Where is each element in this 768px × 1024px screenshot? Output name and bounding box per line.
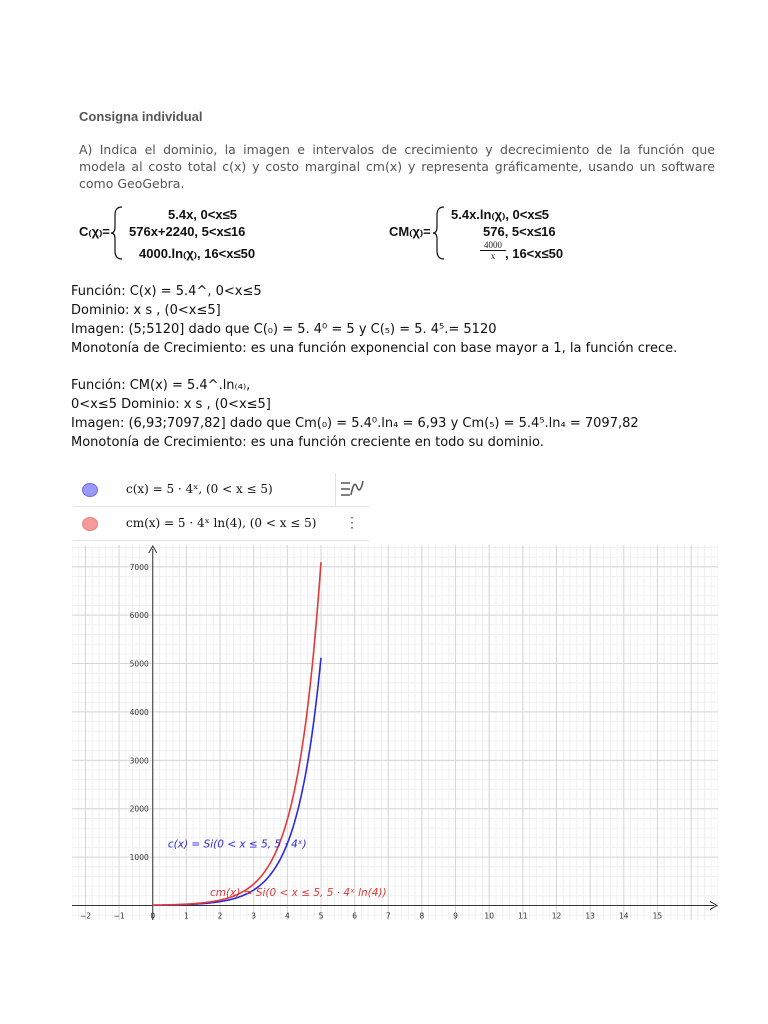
x-tick-label: 11	[518, 911, 528, 920]
x-tick-label: 1	[184, 911, 189, 920]
cost-function-line: Función: C(x) = 5.4^, 0<x≤5	[71, 284, 262, 299]
cost-piece-3: 4000.ln₍χ₎, 16<x≤50	[139, 246, 256, 261]
y-tick-label: 5000	[129, 659, 149, 669]
x-tick-label: 15	[652, 911, 663, 920]
cost-domain-line: Dominio: x s , (0<x≤5]	[71, 303, 221, 318]
marginal-domain-line: 0<x≤5 Dominio: x s , (0<x≤5]	[71, 397, 271, 412]
marginal-function-line: Función: CM(x) = 5.4^.ln₍₄₎,	[71, 378, 251, 393]
marginal-function-label: CM₍χ₎=	[389, 224, 431, 239]
marginal-image-line: Imagen: (6,93;7097,82] dado que Cm(₀) = 5.4⁰.ln₄ = 6,93 y Cm(₅) = 5.4⁵.ln₄ = 7097,82	[71, 416, 639, 431]
cost-curve-label: c(x) = Si(0 < x ≤ 5, 5 · 4ˣ)	[167, 838, 307, 851]
y-tick-label: 1000	[129, 853, 149, 863]
cost-image-line: Imagen: (5;5120] dado que C(₀) = 5. 4⁰ = 5 y C(₅) = 5. 4⁵.= 5120	[71, 322, 497, 337]
legend-marginal-formula[interactable]: cm(x) = 5 · 4ˣ ln(4), (0 < x ≤ 5)	[126, 516, 317, 530]
x-tick-label: −1	[113, 911, 125, 920]
marginal-piece-2: 576, 5<x≤16	[483, 224, 556, 239]
x-tick-label: 7	[385, 911, 391, 920]
y-tick-label: 6000	[129, 611, 149, 621]
section-heading: Consigna individual	[79, 109, 203, 124]
x-tick-label: 4	[284, 911, 290, 920]
marginal-fraction	[480, 240, 506, 261]
x-tick-label: 14	[619, 911, 629, 920]
cost-monotony-line: Monotonía de Crecimiento: es una función exponencial con base mayor a 1, la función crece.	[71, 341, 678, 356]
y-tick-label: 3000	[129, 756, 149, 766]
x-tick-label: 12	[551, 911, 562, 920]
fraction-numerator: 4000	[480, 240, 506, 251]
x-tick-label: 8	[419, 911, 425, 920]
x-tick-label: 6	[352, 911, 358, 920]
algebra-view-icon[interactable]	[336, 473, 370, 506]
legend-row-cost[interactable]	[73, 473, 369, 507]
x-tick-label: 3	[251, 911, 257, 920]
cost-visibility-dot[interactable]	[82, 483, 98, 497]
cost-piece-2: 576x+2240, 5<x≤16	[129, 224, 246, 239]
algebra-legend	[73, 473, 369, 543]
x-tick-label: 0	[150, 911, 156, 920]
marginal-piece-1: 5.4x.ln₍χ₎, 0<x≤5	[451, 207, 549, 222]
x-tick-label: −2	[79, 911, 91, 920]
instruction-paragraph: A) Indica el dominio, la imagen e intervalos de crecimiento y decrecimiento de la función que modela al costo total c(x) y costo marginal cm(x) y representa gráficamente, usando un software como GeoGebra.	[79, 142, 715, 191]
legend-cost-formula[interactable]: c(x) = 5 · 4ˣ, (0 < x ≤ 5)	[126, 482, 273, 496]
y-tick-label: 7000	[129, 562, 149, 572]
x-tick-label: 9	[453, 911, 458, 920]
marginal-cost-curve	[153, 562, 321, 905]
marginal-visibility-dot[interactable]	[82, 517, 98, 531]
more-options-icon[interactable]: ⋮	[345, 515, 359, 531]
x-tick-label: 10	[484, 911, 494, 920]
x-tick-label: 2	[217, 911, 223, 920]
x-tick-label: 13	[585, 911, 595, 920]
cost-brace-icon	[110, 205, 124, 261]
y-tick-label: 2000	[129, 804, 149, 814]
marginal-curve-label: cm(x) = Si(0 < x ≤ 5, 5 · 4ˣ ln(4))	[209, 886, 387, 899]
legend-side-1	[335, 473, 370, 506]
cost-piece-1: 5.4x, 0<x≤5	[168, 207, 237, 222]
marginal-brace-icon	[432, 205, 446, 261]
legend-row-marginal[interactable]	[73, 507, 369, 541]
cost-function-label: C₍χ₎=	[79, 224, 110, 239]
function-graph[interactable]	[72, 545, 718, 920]
marginal-piece-3: , 16<x≤50	[505, 246, 564, 261]
x-tick-label: 5	[318, 911, 324, 920]
fraction-denominator: x	[490, 251, 496, 261]
y-tick-label: 4000	[129, 707, 149, 717]
marginal-monotony-line: Monotonía de Crecimiento: es una función creciente en todo su dominio.	[71, 435, 544, 450]
